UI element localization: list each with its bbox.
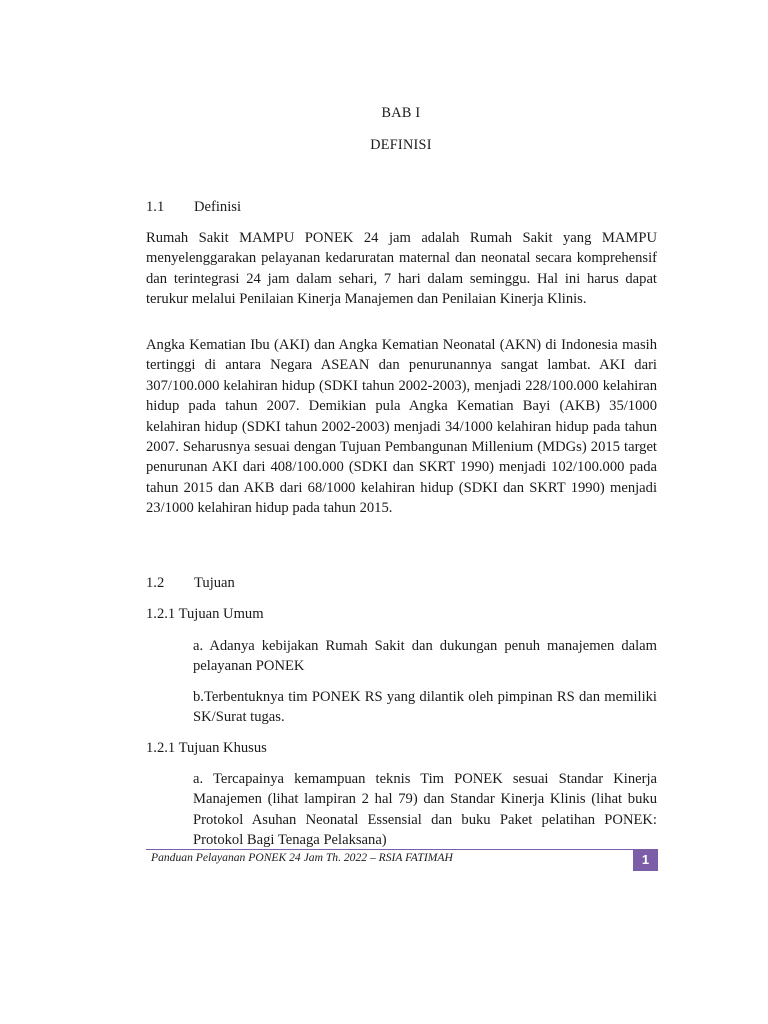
chapter-number: BAB I (381, 105, 421, 121)
section-title: Definisi (194, 199, 242, 215)
chapter-title: DEFINISI (370, 137, 432, 153)
subsection-heading-tujuan-khusus: 1.2.1 Tujuan Khusus (146, 740, 267, 756)
section-heading-tujuan (146, 573, 235, 593)
footer-text: Panduan Pelayanan PONEK 24 Jam Th. 2022 – RSIA FATIMAH (151, 851, 453, 864)
section-title: Tujuan (194, 575, 235, 591)
section-number: 1.1 (146, 199, 165, 215)
section-heading-definisi (146, 197, 241, 217)
list-item-tujuan-umum-a: a. Adanya kebijakan Rumah Sakit dan dukungan penuh manajemen dalam pelayanan PONEK (193, 638, 657, 675)
paragraph-definisi-2: Angka Kematian Ibu (AKI) dan Angka Kematian Neonatal (AKN) di Indonesia masih tertinggi di antara Negara ASEAN dan penurunannya sangat lambat. AKI dari 307/100.000 kelahiran hidup (SDKI tahun 2002-2003), menjadi 228/100.000 kelahiran hidup pada tahun 2007. Demikian pula Angka Kematian Bayi (AKB) 35/1000 kelahiran hidup (SDKI tahun 2002-2003) menjadi 34/1000 kelahiran hidup pada tahun 2007. Seharusnya sesuai dengan Tujuan Pembangunan Millenium (MDGs) 2015 target penurunan AKI dari 408/100.000 (SDKI dan SKRT 1990) menjadi 102/100.000 pada tahun 2015 dan AKB dari 68/1000 kelahiran hidup (SDKI dan SKRT 1990) menjadi 23/1000 kelahiran hidup pada tahun 2015. (146, 337, 657, 517)
section-number: 1.2 (146, 575, 165, 591)
footer-divider (146, 849, 633, 850)
list-item-tujuan-umum-b: b.Terbentuknya tim PONEK RS yang dilantik oleh pimpinan RS dan memiliki SK/Surat tugas. (193, 689, 657, 726)
subsection-heading-tujuan-umum: 1.2.1 Tujuan Umum (146, 606, 264, 622)
paragraph-definisi-1: Rumah Sakit MAMPU PONEK 24 jam adalah Rumah Sakit yang MAMPU menyelenggarakan pelayanan kedaruratan maternal dan neonatal secara komprehensif dan terintegrasi 24 jam dalam sehari, 7 hari dalam seminggu. Hal ini harus dapat terukur melalui Penilaian Kinerja Manajemen dan Penilaian Kinerja Klinis. (146, 230, 657, 308)
page-number-badge: 1 (633, 849, 658, 871)
list-item-tujuan-khusus-a: a. Tercapainya kemampuan teknis Tim PONEK sesuai Standar Kinerja Manajemen (lihat lampiran 2 hal 79) dan Standar Kinerja Klinis (lihat buku Protokol Asuhan Neonatal Essensial dan buku Paket pelatihan PONEK: Protokol Bagi Tenaga Pelaksana) (193, 771, 657, 849)
